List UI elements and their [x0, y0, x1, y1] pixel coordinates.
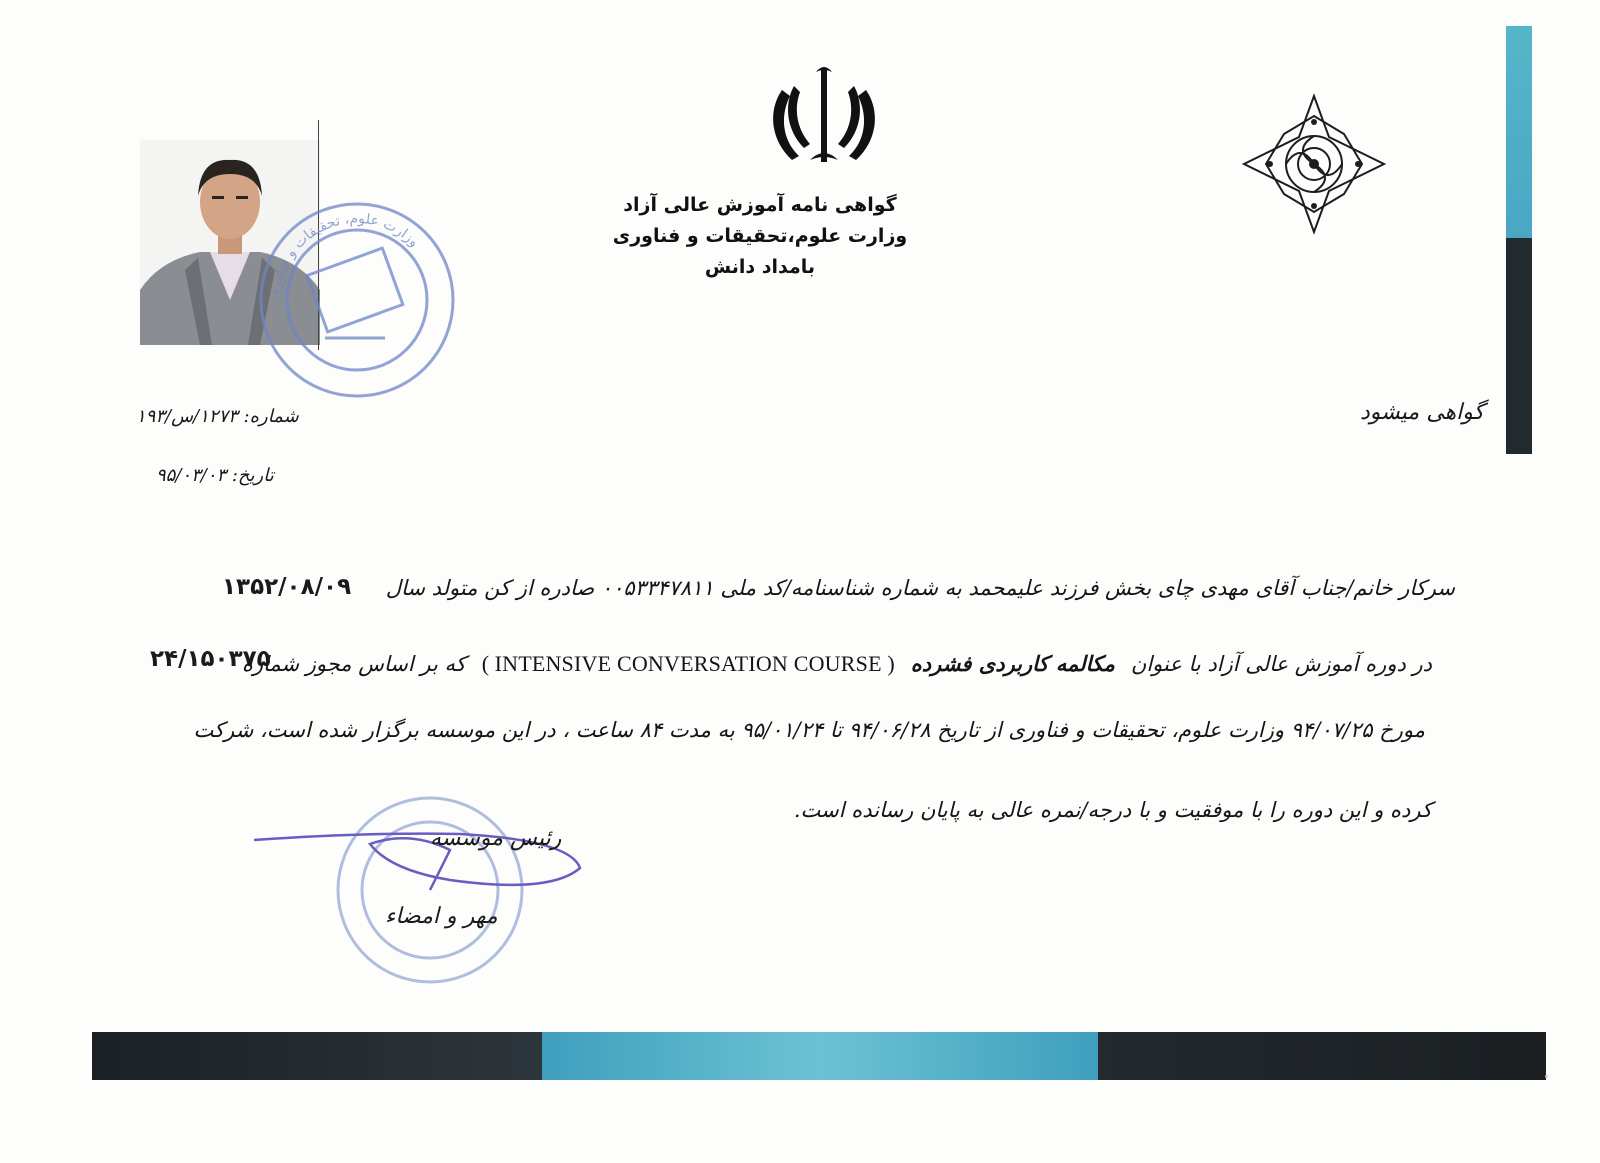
bottom-bar-segment-dark-right: [1098, 1032, 1546, 1080]
decorative-bar-right-top: [1506, 26, 1532, 238]
header-title: گواهی نامه آموزش عالی آزاد: [623, 194, 897, 216]
signature-label: مهر و امضاء: [385, 904, 498, 929]
decorative-bar-bottom: [92, 1032, 1546, 1080]
certified-heading: گواهی میشود: [1360, 400, 1485, 425]
body-line-2-end: که بر اساس مجوز شماره: [241, 652, 466, 676]
ornament-rosette-icon: [1234, 92, 1394, 236]
decorative-bar-right-bottom: [1506, 238, 1532, 454]
reference-date: تاریخ: ۹۵/۰۳/۰۳: [156, 465, 274, 486]
signature-title: رئیس موسسه: [430, 826, 562, 851]
body-line-2: [242, 651, 1432, 677]
official-stamp-top: [255, 198, 460, 403]
permit-number: ۲۴/۱۵۰۳۷۵: [150, 646, 271, 672]
body-line-1: سرکار خانم/جناب آقای مهدی چای بخش فرزند علیمحمد به شماره شناسنامه/کد ملی ۰۰۵۳۳۴۷۸۱۱ صادره از کن متولد سال: [385, 576, 1455, 600]
iran-emblem-icon: [766, 60, 882, 170]
header-ministry: وزارت علوم،تحقیقات و فناوری: [612, 225, 908, 247]
certificate-header: [560, 190, 960, 283]
birth-date: ۱۳۵۲/۰۸/۰۹: [222, 574, 352, 600]
signature-scribble: [250, 810, 590, 900]
reference-number: شماره: ۱۲۷۳/س/۱۹۳: [136, 406, 299, 427]
page-speck: [1545, 1075, 1548, 1078]
body-line-3: مورخ ۹۴/۰۷/۲۵ وزارت علوم، تحقیقات و فناوری از تاریخ ۹۴/۰۶/۲۸ تا ۹۵/۰۱/۲۴ به مدت ۸۴ ساعت ، در این موسسه برگزار شده است، شرکت: [193, 718, 1425, 742]
header-institute: بامداد دانش: [704, 256, 816, 278]
body-line-2-start: در دوره آموزش عالی آزاد با عنوان: [1130, 652, 1432, 676]
course-title-fa: مکالمه کاربردی فشرده: [910, 651, 1115, 676]
stamp-text-top: وزارت علوم، تحقیقات و فناوری: [267, 210, 422, 301]
body-line-4: کرده و این دوره را با موفقیت و با درجه/نمره عالی به پایان رسانده است.: [793, 798, 1432, 822]
course-title-en: ( INTENSIVE CONVERSATION COURSE ): [481, 651, 895, 676]
bottom-bar-segment-blue: [542, 1032, 1098, 1080]
bottom-bar-segment-dark: [92, 1032, 542, 1080]
